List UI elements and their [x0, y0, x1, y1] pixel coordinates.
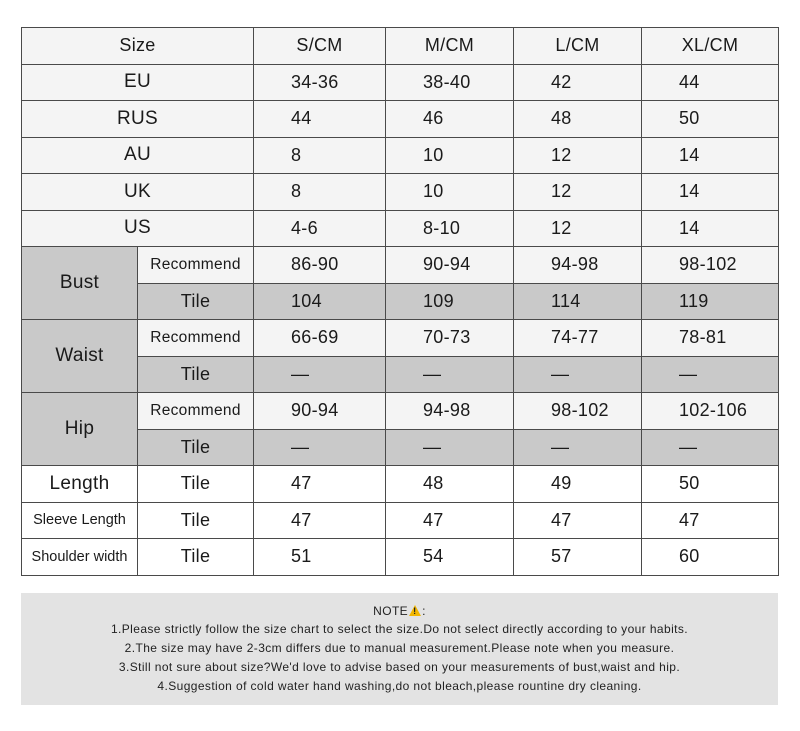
cell-value: 98-102	[514, 393, 642, 430]
cell-value: 48	[514, 101, 642, 138]
cell-value: 42	[514, 64, 642, 101]
cell-value: 94-98	[514, 247, 642, 284]
sub-label-recommend: Recommend	[138, 247, 254, 284]
cell-value: —	[514, 429, 642, 466]
cell-value: —	[254, 429, 386, 466]
note-line-2: 2.The size may have 2-3cm differs due to manual measurement.Please note when you measure.	[124, 641, 675, 655]
row-rus	[22, 101, 779, 138]
header-size: Size	[22, 28, 254, 65]
cell-value: 46	[386, 101, 514, 138]
note-title	[21, 593, 778, 620]
region-label: EU	[22, 64, 254, 101]
cell-value: 109	[386, 283, 514, 320]
cell-value: 47	[254, 502, 386, 539]
group-label-waist: Waist	[22, 320, 138, 393]
cell-value: 8-10	[386, 210, 514, 247]
cell-value: 51	[254, 539, 386, 576]
sub-label-tile: Tile	[138, 539, 254, 576]
row-waist-recommend	[22, 320, 779, 357]
cell-value: 60	[642, 539, 779, 576]
measure-label-sleeve-length: Sleeve Length	[22, 502, 138, 539]
size-chart-table	[21, 27, 779, 576]
cell-value: 50	[642, 466, 779, 503]
sub-label-tile: Tile	[138, 356, 254, 393]
cell-value: 70-73	[386, 320, 514, 357]
row-bust-recommend	[22, 247, 779, 284]
cell-value: 44	[254, 101, 386, 138]
cell-value: 78-81	[642, 320, 779, 357]
region-label: US	[22, 210, 254, 247]
cell-value: 44	[642, 64, 779, 101]
cell-value: 47	[254, 466, 386, 503]
note-line-1: 1.Please strictly follow the size chart to select the size.Do not select directly according to your habits.	[110, 622, 689, 636]
cell-value: 74-77	[514, 320, 642, 357]
sub-label-tile: Tile	[138, 283, 254, 320]
cell-value: 10	[386, 137, 514, 174]
sub-label-tile: Tile	[138, 502, 254, 539]
cell-value: —	[642, 429, 779, 466]
row-us	[22, 210, 779, 247]
row-shoulder-width	[22, 539, 779, 576]
cell-value: 49	[514, 466, 642, 503]
cell-value: 12	[514, 137, 642, 174]
region-label: UK	[22, 174, 254, 211]
cell-value: 86-90	[254, 247, 386, 284]
header-m: M/CM	[386, 28, 514, 65]
cell-value: 90-94	[254, 393, 386, 430]
cell-value: 47	[386, 502, 514, 539]
group-label-hip: Hip	[22, 393, 138, 466]
cell-value: 114	[514, 283, 642, 320]
cell-value: —	[514, 356, 642, 393]
cell-value: —	[254, 356, 386, 393]
sub-label-tile: Tile	[138, 466, 254, 503]
cell-value: 102-106	[642, 393, 779, 430]
cell-value: 50	[642, 101, 779, 138]
cell-value: 10	[386, 174, 514, 211]
measure-label-shoulder-width: Shoulder width	[22, 539, 138, 576]
cell-value: 47	[642, 502, 779, 539]
warning-icon	[409, 605, 421, 616]
cell-value: 90-94	[386, 247, 514, 284]
row-hip-recommend	[22, 393, 779, 430]
cell-value: 119	[642, 283, 779, 320]
row-sleeve-length	[22, 502, 779, 539]
cell-value: 4-6	[254, 210, 386, 247]
cell-value: 14	[642, 210, 779, 247]
cell-value: 104	[254, 283, 386, 320]
region-label: AU	[22, 137, 254, 174]
cell-value: 8	[254, 137, 386, 174]
row-length	[22, 466, 779, 503]
cell-value: 54	[386, 539, 514, 576]
cell-value: 57	[514, 539, 642, 576]
sub-label-recommend: Recommend	[138, 320, 254, 357]
cell-value: 8	[254, 174, 386, 211]
cell-value: 66-69	[254, 320, 386, 357]
cell-value: 48	[386, 466, 514, 503]
note-line-4: 4.Suggestion of cold water hand washing,do not bleach,please rountine dry cleaning.	[157, 679, 642, 693]
note-line-3: 3.Still not sure about size?We'd love to advise based on your measurements of bust,waist and hip.	[118, 660, 681, 674]
sub-label-recommend: Recommend	[138, 393, 254, 430]
row-au	[22, 137, 779, 174]
measure-label-length: Length	[22, 466, 138, 503]
note-box	[21, 593, 778, 705]
header-l: L/CM	[514, 28, 642, 65]
cell-value: 94-98	[386, 393, 514, 430]
header-xl: XL/CM	[642, 28, 779, 65]
row-eu	[22, 64, 779, 101]
note-title-text: NOTE	[373, 604, 409, 618]
sub-label-tile: Tile	[138, 429, 254, 466]
cell-value: —	[386, 356, 514, 393]
cell-value: 12	[514, 174, 642, 211]
cell-value: 12	[514, 210, 642, 247]
cell-value: 34-36	[254, 64, 386, 101]
group-label-bust: Bust	[22, 247, 138, 320]
cell-value: 14	[642, 174, 779, 211]
header-row	[22, 28, 779, 65]
region-label: RUS	[22, 101, 254, 138]
cell-value: 14	[642, 137, 779, 174]
header-s: S/CM	[254, 28, 386, 65]
row-uk	[22, 174, 779, 211]
note-title-suffix: :	[422, 604, 426, 618]
cell-value: —	[642, 356, 779, 393]
cell-value: 98-102	[642, 247, 779, 284]
cell-value: —	[386, 429, 514, 466]
cell-value: 47	[514, 502, 642, 539]
cell-value: 38-40	[386, 64, 514, 101]
